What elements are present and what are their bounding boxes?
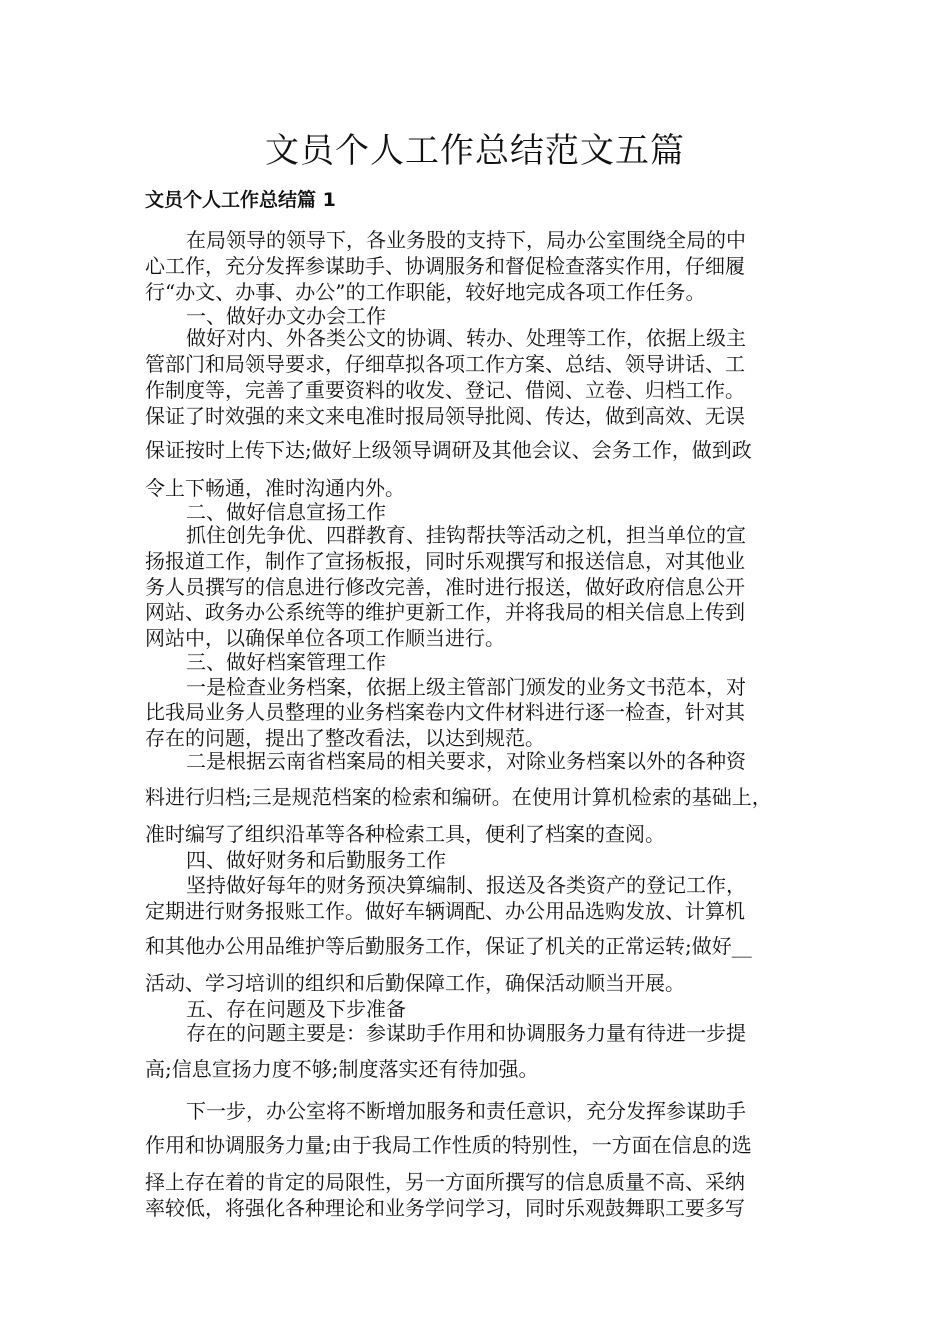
body-line: 活动、学习培训的组织和后勤保障工作，确保活动顺当开展。 bbox=[145, 971, 685, 995]
body-line: 保证了时效强的来文来电准时报局领导批阅、传达，做到高效、无误 bbox=[145, 404, 745, 428]
body-line: 高;信息宣扬力度不够;制度落实还有待加强。 bbox=[145, 1057, 539, 1081]
body-line: 行“办文、办事、办公”的工作职能，较好地完成各项工作任务。 bbox=[145, 280, 706, 304]
body-line: 和其他办公用品维护等后勤服务工作，保证了机关的正常运转;做好__ bbox=[145, 934, 752, 958]
body-line: 做好对内、外各类公文的协调、转办、处理等工作，依据上级主 bbox=[186, 326, 746, 350]
body-line: 二是根据云南省档案局的相关要求，对除业务档案以外的各种资 bbox=[186, 749, 746, 773]
document-title: 文员个人工作总结范文五篇 bbox=[265, 131, 685, 171]
section-heading: 文员个人工作总结篇 1 bbox=[145, 189, 336, 211]
body-line: 作用和协调服务力量;由于我局工作性质的特别性，一方面在信息的选 bbox=[145, 1133, 752, 1157]
body-line: 一是检查业务档案，依据上级主管部门颁发的业务文书范本，对 bbox=[186, 675, 746, 699]
body-line: 务人员撰写的信息进行修改完善，准时进行报送，做好政府信息公开 bbox=[145, 575, 745, 599]
section-subheading: 四、做好财务和后勤服务工作 bbox=[186, 848, 446, 872]
body-line: 管部门和局领导要求，仔细草拟各项工作方案、总结、领导讲话、工 bbox=[145, 352, 745, 376]
body-line: 网站中，以确保单位各项工作顺当进行。 bbox=[145, 626, 505, 650]
body-line: 令上下畅通，准时沟通内外。 bbox=[145, 476, 405, 500]
body-line: 坚持做好每年的财务预决算编制、报送及各类资产的登记工作， bbox=[186, 873, 746, 897]
body-line: 在局领导的领导下，各业务股的支持下，局办公室围绕全局的中 bbox=[186, 228, 746, 252]
body-line: 扬报道工作，制作了宣扬板报，同时乐观撰写和报送信息，对其他业 bbox=[145, 549, 745, 573]
section-subheading: 二、做好信息宣扬工作 bbox=[186, 500, 386, 524]
section-subheading: 三、做好档案管理工作 bbox=[186, 650, 386, 674]
body-line: 比我局业务人员整理的业务档案卷内文件材料进行逐一检查，针对其 bbox=[145, 700, 745, 724]
body-line: 定期进行财务报账工作。做好车辆调配、办公用品选购发放、计算机 bbox=[145, 899, 745, 923]
body-line: 择上存在着的肯定的局限性，另一方面所撰写的信息质量不高、采纳 bbox=[145, 1170, 745, 1194]
section-subheading: 五、存在问题及下步准备 bbox=[186, 997, 406, 1021]
body-line: 存在的问题主要是：参谋助手作用和协调服务力量有待进一步提 bbox=[186, 1021, 746, 1045]
body-line: 作制度等，完善了重要资料的收发、登记、借阅、立卷、归档工作。 bbox=[145, 378, 745, 402]
section-subheading: 一、做好办文办会工作 bbox=[186, 304, 386, 328]
body-line: 准时编写了组织沿革等各种检索工具，便利了档案的查阅。 bbox=[145, 822, 665, 846]
body-line: 心工作，充分发挥参谋助手、协调服务和督促检查落实作用，仔细履 bbox=[145, 254, 745, 278]
body-line: 率较低，将强化各种理论和业务学问学习，同时乐观鼓舞职工要多写 bbox=[145, 1196, 745, 1220]
body-line: 抓住创先争优、四群教育、挂钩帮扶等活动之机，担当单位的宣 bbox=[186, 523, 746, 547]
body-line: 料进行归档;三是规范档案的检索和编研。在使用计算机检索的基础上， bbox=[145, 785, 772, 809]
body-line: 保证按时上传下达;做好上级领导调研及其他会议、会务工作，做到政 bbox=[145, 438, 752, 462]
body-line: 网站、政务办公系统等的维护更新工作，并将我局的相关信息上传到 bbox=[145, 600, 745, 624]
body-line: 存在的问题，提出了整改看法，以达到规范。 bbox=[145, 726, 545, 750]
body-line: 下一步，办公室将不断增加服务和责任意识，充分发挥参谋助手 bbox=[186, 1099, 746, 1123]
